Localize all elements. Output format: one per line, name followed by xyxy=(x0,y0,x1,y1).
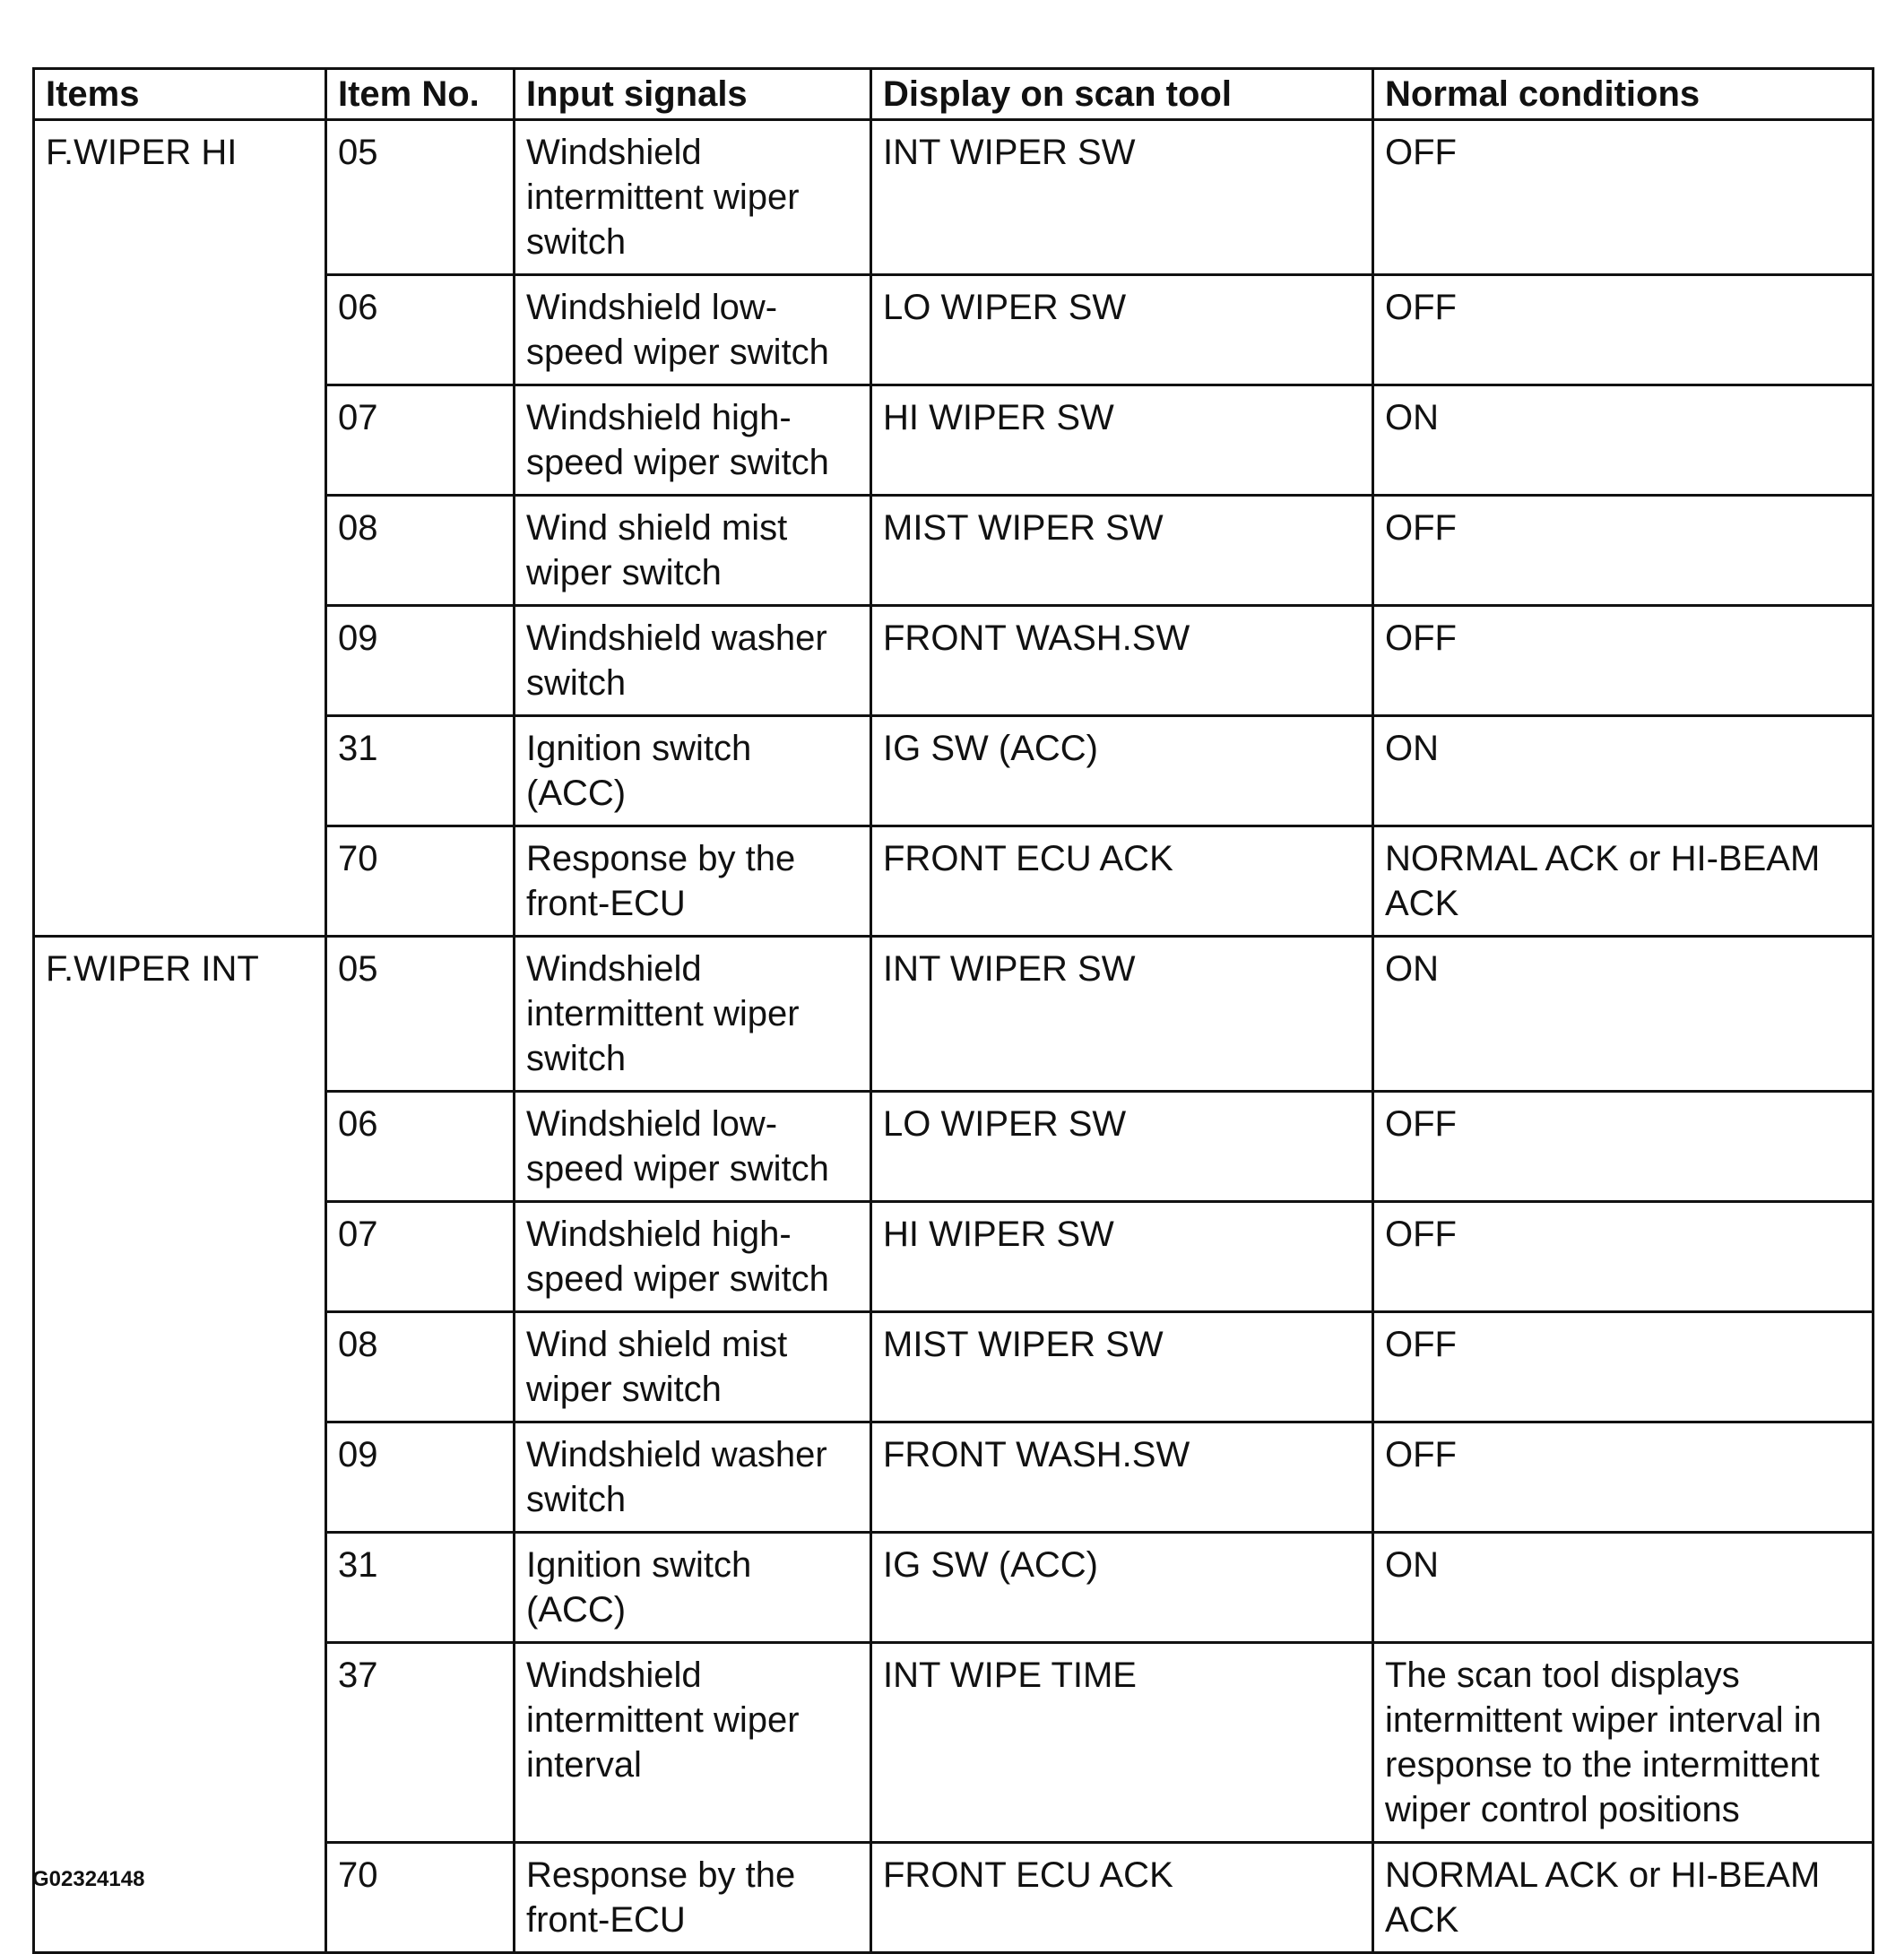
normal-condition-cell: OFF xyxy=(1373,1202,1874,1312)
normal-condition-cell: OFF xyxy=(1373,606,1874,716)
input-signal-cell: Ignition switch (ACC) xyxy=(515,1533,871,1643)
normal-condition-cell: OFF xyxy=(1373,1312,1874,1422)
header-display: Display on scan tool xyxy=(871,69,1373,120)
input-signal-cell: Wind shield mist wiper switch xyxy=(515,1312,871,1422)
input-signal-cell: Windshield low-speed wiper switch xyxy=(515,1092,871,1202)
input-signal-cell: Ignition switch (ACC) xyxy=(515,716,871,826)
normal-condition-cell: OFF xyxy=(1373,120,1874,275)
normal-condition-cell: NORMAL ACK or HI-BEAM ACK xyxy=(1373,826,1874,937)
scan-display-cell: FRONT WASH.SW xyxy=(871,606,1373,716)
scan-display-cell: FRONT ECU ACK xyxy=(871,826,1373,937)
item-number-cell: 70 xyxy=(326,1843,515,1953)
normal-condition-cell: ON xyxy=(1373,716,1874,826)
normal-condition-cell: OFF xyxy=(1373,1092,1874,1202)
spec-table-container xyxy=(32,67,1872,1954)
item-number-cell: 08 xyxy=(326,496,515,606)
item-number-cell: 31 xyxy=(326,716,515,826)
table-row xyxy=(34,120,1874,275)
header-item-no: Item No. xyxy=(326,69,515,120)
input-signal-cell: Windshield high-speed wiper switch xyxy=(515,1202,871,1312)
group-name-cell: F.WIPER HI xyxy=(34,120,326,937)
item-number-cell: 08 xyxy=(326,1312,515,1422)
scan-display-cell: LO WIPER SW xyxy=(871,1092,1373,1202)
scan-display-cell: IG SW (ACC) xyxy=(871,716,1373,826)
input-signal-cell: Wind shield mist wiper switch xyxy=(515,496,871,606)
scan-display-cell: MIST WIPER SW xyxy=(871,496,1373,606)
header-normal-conditions: Normal conditions xyxy=(1373,69,1874,120)
header-items: Items xyxy=(34,69,326,120)
scan-display-cell: INT WIPER SW xyxy=(871,937,1373,1092)
figure-id: G02324148 xyxy=(32,1867,145,1891)
item-number-cell: 06 xyxy=(326,275,515,385)
input-signal-cell: Response by the front-ECU xyxy=(515,1843,871,1953)
input-signal-cell: Windshield washer switch xyxy=(515,1422,871,1533)
input-signal-cell: Windshield intermittent wiper switch xyxy=(515,120,871,275)
scan-display-cell: IG SW (ACC) xyxy=(871,1533,1373,1643)
normal-condition-cell: OFF xyxy=(1373,1422,1874,1533)
scan-tool-data-table xyxy=(32,67,1874,1954)
scan-display-cell: FRONT WASH.SW xyxy=(871,1422,1373,1533)
header-row xyxy=(34,69,1874,120)
item-number-cell: 09 xyxy=(326,606,515,716)
item-number-cell: 05 xyxy=(326,937,515,1092)
scan-display-cell: HI WIPER SW xyxy=(871,1202,1373,1312)
input-signal-cell: Windshield high-speed wiper switch xyxy=(515,385,871,496)
header-input-signals: Input signals xyxy=(515,69,871,120)
item-number-cell: 07 xyxy=(326,1202,515,1312)
table-row xyxy=(34,937,1874,1092)
item-number-cell: 07 xyxy=(326,385,515,496)
item-number-cell: 31 xyxy=(326,1533,515,1643)
item-number-cell: 06 xyxy=(326,1092,515,1202)
item-number-cell: 09 xyxy=(326,1422,515,1533)
normal-condition-cell: OFF xyxy=(1373,275,1874,385)
scan-display-cell: HI WIPER SW xyxy=(871,385,1373,496)
item-number-cell: 05 xyxy=(326,120,515,275)
scan-display-cell: MIST WIPER SW xyxy=(871,1312,1373,1422)
normal-condition-cell: The scan tool displays intermittent wiper interval in response to the intermittent wiper control positions xyxy=(1373,1643,1874,1843)
normal-condition-cell: ON xyxy=(1373,1533,1874,1643)
input-signal-cell: Windshield low-speed wiper switch xyxy=(515,275,871,385)
scan-display-cell: INT WIPER SW xyxy=(871,120,1373,275)
input-signal-cell: Windshield intermittent wiper interval xyxy=(515,1643,871,1843)
table-body xyxy=(34,120,1874,1953)
input-signal-cell: Windshield intermittent wiper switch xyxy=(515,937,871,1092)
scan-display-cell: INT WIPE TIME xyxy=(871,1643,1373,1843)
scan-display-cell: LO WIPER SW xyxy=(871,275,1373,385)
normal-condition-cell: NORMAL ACK or HI-BEAM ACK xyxy=(1373,1843,1874,1953)
scan-display-cell: FRONT ECU ACK xyxy=(871,1843,1373,1953)
group-name-cell: F.WIPER INT xyxy=(34,937,326,1953)
normal-condition-cell: ON xyxy=(1373,385,1874,496)
input-signal-cell: Response by the front-ECU xyxy=(515,826,871,937)
input-signal-cell: Windshield washer switch xyxy=(515,606,871,716)
item-number-cell: 37 xyxy=(326,1643,515,1843)
normal-condition-cell: ON xyxy=(1373,937,1874,1092)
normal-condition-cell: OFF xyxy=(1373,496,1874,606)
item-number-cell: 70 xyxy=(326,826,515,937)
